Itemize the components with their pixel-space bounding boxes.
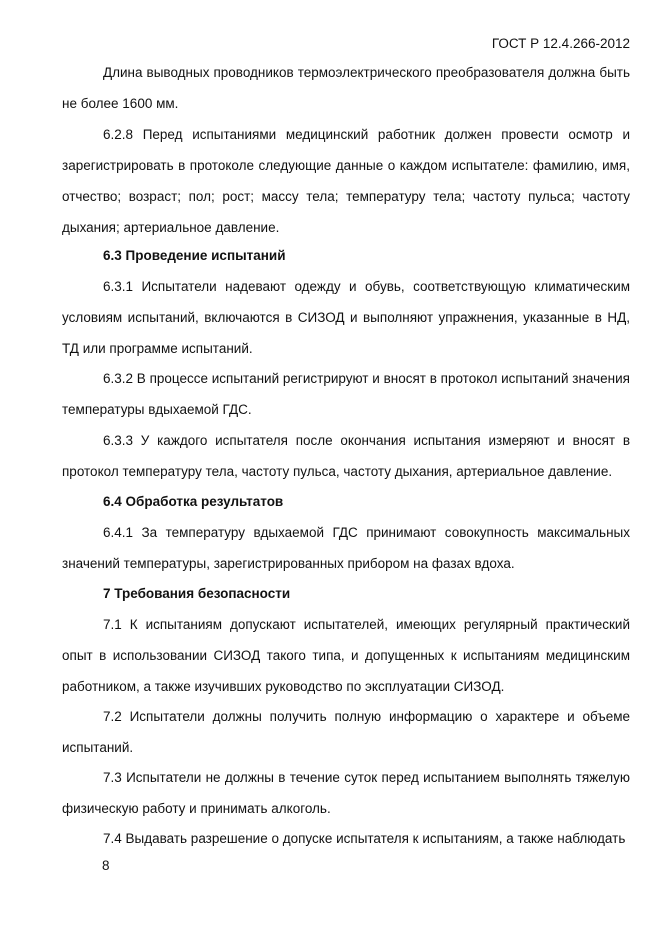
section-heading: 6.4 Обработка результатов xyxy=(103,494,284,509)
paragraph-6-3-3 xyxy=(62,425,630,487)
paragraph-6-2-8 xyxy=(62,119,630,243)
paragraph-7-2 xyxy=(62,701,630,763)
section-heading: 7 Требования безопасности xyxy=(103,586,291,601)
paragraph-text: 6.2.8 Перед испытаниями медицинский работник должен провести осмотр и зарегистрировать в протоколе следующие данные о каждом испытателе: фамилию, имя, отчество; возраст; пол; рост; массу тела; температуру тела; частоту пульса; частоту дыхания; артериальное давление. xyxy=(62,127,630,235)
paragraph-text: 6.3.1 Испытатели надевают одежду и обувь, соответствующую климатическим условиям испытаний, включаются в СИЗОД и выполняют упражнения, указанные в НД, ТД или программе испытаний. xyxy=(62,279,630,356)
paragraph-text: Длина выводных проводников термоэлектрического преобразователя должна быть не более 1600 мм. xyxy=(62,65,630,111)
paragraph-text: 7.4 Выдавать разрешение о допуске испытателя к испытаниям, а также наблюдать xyxy=(103,831,626,846)
page-number: 8 xyxy=(102,858,110,873)
paragraph-text: 6.3.2 В процессе испытаний регистрируют и вносят в протокол испытаний значения температуры вдыхаемой ГДС. xyxy=(62,371,630,417)
section-heading: 6.3 Проведение испытаний xyxy=(103,248,286,263)
paragraph-text: 6.3.3 У каждого испытателя после окончания испытания измеряют и вносят в протокол температуру тела, частоту пульса, частоту дыхания, артериальное давление. xyxy=(62,433,630,479)
paragraph-7-4 xyxy=(62,823,630,854)
paragraph-6-3-2 xyxy=(62,363,630,425)
paragraph-thermocouple-length xyxy=(62,57,630,119)
paragraph-text: 6.4.1 За температуру вдыхаемой ГДС принимают совокупность максимальных значений температуры, зарегистрированных прибором на фазах вдоха. xyxy=(62,525,630,571)
heading-7 xyxy=(62,578,630,609)
paragraph-6-4-1 xyxy=(62,517,630,579)
paragraph-7-3 xyxy=(62,762,630,824)
paragraph-text: 7.3 Испытатели не должны в течение суток перед испытанием выполнять тяжелую физическую работу и принимать алкоголь. xyxy=(62,770,630,816)
heading-6-3 xyxy=(62,240,630,271)
document-code: ГОСТ Р 12.4.266-2012 xyxy=(491,36,630,51)
paragraph-6-3-1 xyxy=(62,271,630,364)
heading-6-4 xyxy=(62,486,630,517)
paragraph-text: 7.1 К испытаниям допускают испытателей, имеющих регулярный практический опыт в использовании СИЗОД такого типа, и допущенных к испытаниям медицинским работником, а также изучивших руководство по эксплуатации СИЗОД. xyxy=(62,617,630,694)
paragraph-text: 7.2 Испытатели должны получить полную информацию о характере и объеме испытаний. xyxy=(62,709,630,755)
paragraph-7-1 xyxy=(62,609,630,702)
